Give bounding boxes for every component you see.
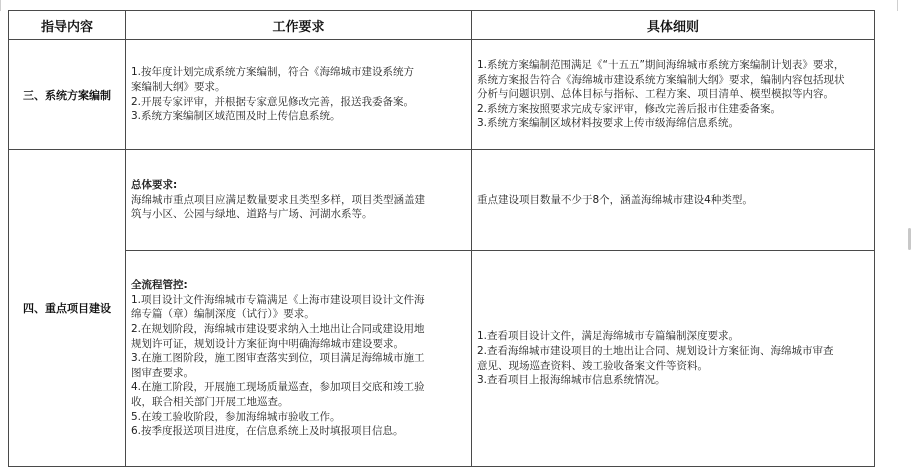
header-guidance-content: 指导内容: [9, 11, 126, 40]
margin-mark-left: [0, 0, 1, 11]
requirement-line: 绵专篇（章）编制深度（试行）》要求。: [131, 308, 315, 321]
requirement-line: 收，联合相关部门开展工地巡查。: [131, 395, 289, 408]
detail-line: 意见、现场巡查资料、竣工验收备案文件等资料。: [477, 359, 708, 372]
requirement-line: 3.在施工图阶段，施工图审查落实到位，项目满足海绵城市施工: [131, 352, 425, 365]
detail-line: 1.查看项目设计文件，满足海绵城市专篇编制深度要求。: [477, 330, 740, 343]
detail-line: 2.查看海绵城市建设项目的土地出让合同、规划设计方案征询、海绵城市审查: [477, 344, 834, 357]
process-control-title: 全流程管控:: [131, 279, 188, 292]
header-work-requirements: 工作要求: [126, 11, 472, 40]
guidance-table: [8, 10, 875, 467]
detail-line: 分析与问题识别、总体目标与指标、工程方案、项目清单、模型模拟等内容。: [477, 88, 834, 101]
detail-line: 2.系统方案按照要求完成专家评审，修改完善后报市住建委备案。: [477, 102, 782, 115]
requirement-line: 规划许可证，规划设计方案征询中明确海绵城市建设要求。: [131, 337, 404, 350]
requirement-line: 5.在竣工验收阶段，参加海绵城市验收工作。: [131, 410, 341, 423]
scrollbar-indicator[interactable]: [908, 228, 911, 250]
requirement-line: 1.按年度计划完成系统方案编制，符合《海绵城市建设系统方: [131, 66, 415, 79]
detail-line: 3.系统方案编制区域材料按要求上传市级海绵信息系统。: [477, 117, 740, 130]
requirement-line: 图审查要求。: [131, 366, 194, 379]
requirement-line: 海绵城市重点项目应满足数量要求且类型多样，项目类型涵盖建: [131, 193, 425, 206]
requirement-line: 2.在规划阶段，海绵城市建设要求纳入土地出让合同或建设用地: [131, 323, 425, 336]
requirement-line: 2.开展专家评审，并根据专家意见修改完善，报送我委备案。: [131, 95, 415, 108]
detail-line: 1.系统方案编制范围满足《“十五五”期间海绵城市系统方案编制计划表》要求，: [477, 59, 845, 72]
detail-line: 重点建设项目数量不少于8个，涵盖海绵城市建设4种类型。: [477, 193, 753, 206]
details-system-plan: [472, 40, 875, 150]
requirements-key-projects-process: [126, 251, 472, 467]
detail-line: 系统方案报告符合《海绵城市建设系统方案编制大纲》要求，编制内容包括现状: [477, 73, 845, 86]
header-specific-rules: 具体细则: [472, 11, 875, 40]
requirement-line: 1.项目设计文件海绵城市专篇满足《上海市建设项目设计文件海: [131, 293, 425, 306]
requirements-system-plan: [126, 40, 472, 150]
category-system-plan: 三、系统方案编制: [9, 40, 126, 150]
table-row-key-projects-general: [9, 150, 875, 251]
table-row-key-projects-process: [9, 251, 875, 467]
detail-line: 3.查看项目上报海绵城市信息系统情况。: [477, 374, 666, 387]
requirements-key-projects-general: [126, 150, 472, 251]
requirement-line: 4.在施工阶段，开展施工现场质量巡查，参加项目交底和竣工验: [131, 381, 425, 394]
details-key-projects-process: [472, 251, 875, 467]
table-row-system-plan: [9, 40, 875, 150]
category-key-projects: 四、重点项目建设: [9, 150, 126, 467]
details-key-projects-general: [472, 150, 875, 251]
margin-mark-right: [897, 0, 898, 11]
header-row: [9, 11, 875, 40]
general-requirements-title: 总体要求:: [131, 179, 178, 192]
requirement-line: 案编制大纲》要求。: [131, 80, 226, 93]
requirement-line: 6.按季度报送项目进度，在信息系统上及时填报项目信息。: [131, 425, 404, 438]
requirement-line: 3.系统方案编制区域范围及时上传信息系统。: [131, 110, 341, 123]
requirement-line: 筑与小区、公园与绿地、道路与广场、河湖水系等。: [131, 208, 373, 221]
